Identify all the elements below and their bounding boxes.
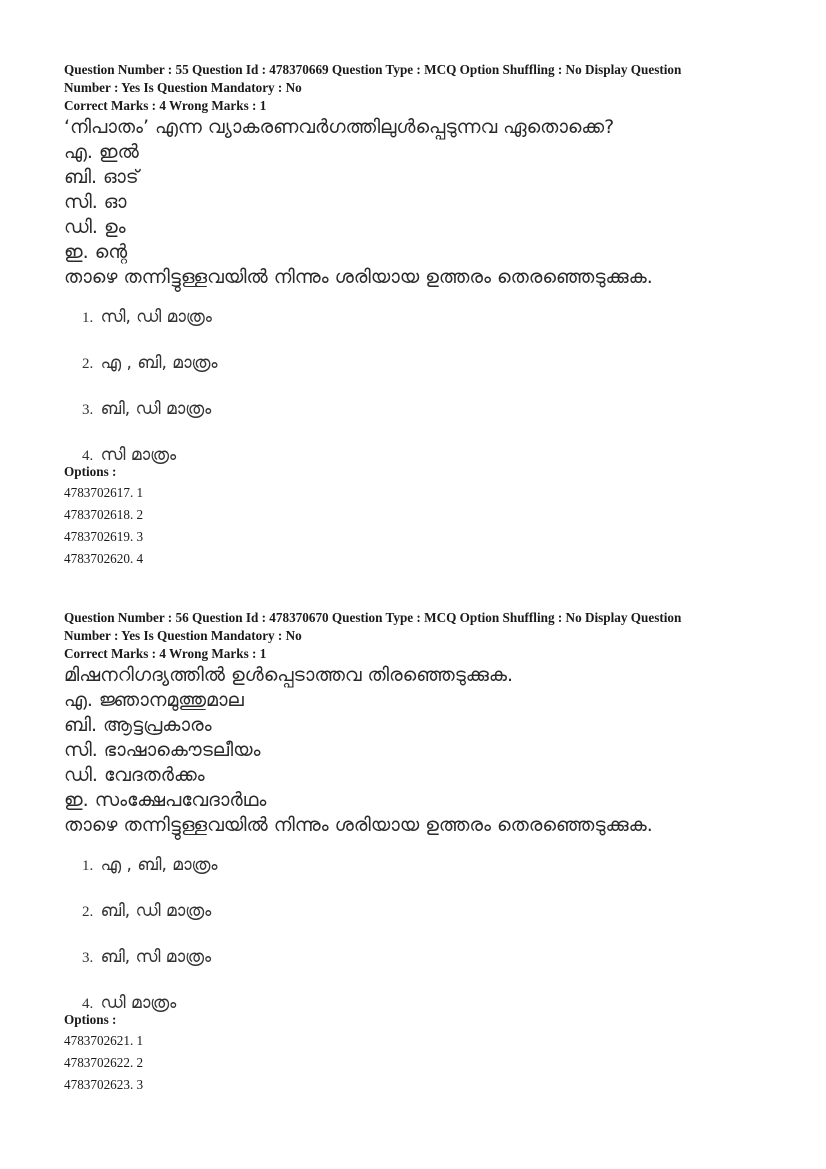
answer-choice [64,302,784,348]
option-id-row: 4783702619. 3 [64,529,144,544]
answer-choices [64,302,784,466]
answer-text: ബി, ഡി മാത്രം [100,399,212,419]
answer-number: 4. [82,996,94,1012]
answer-number: 3. [82,402,94,418]
stem-line: സി. ഭാഷാകൌടലീയം [64,739,261,761]
option-id-row: 4783702623. 3 [64,1077,144,1092]
option-id-list [64,1030,784,1096]
question-block-56 [64,609,784,1096]
answer-choice [64,850,784,896]
option-id-row: 4783702620. 4 [64,551,144,566]
options-label: Options : [64,464,117,479]
option-id-row: 4783702621. 1 [64,1033,144,1048]
answer-text: ഡി മാത്രം [100,993,177,1013]
question-block-55 [64,61,784,570]
answer-number: 4. [82,448,94,464]
answer-number: 1. [82,310,94,326]
answer-number: 3. [82,950,94,966]
stem-line: ഇ. സംക്ഷേപവേദാർഥം [64,789,267,811]
stem-line: ഡി. വേദതർക്കം [64,764,205,786]
answer-choices [64,850,784,1014]
stem-line: മിഷനറിഗദ്യത്തിൽ ഉൾപ്പെടാത്തവ തിരഞ്ഞെടുക്കുക. [64,664,514,686]
answer-choice [64,394,784,440]
option-id-row: 4783702617. 1 [64,485,144,500]
option-id-row: 4783702618. 2 [64,507,144,522]
stem-line: ബി. ആട്ടപ്രകാരം [64,714,212,736]
answer-number: 1. [82,858,94,874]
answer-choice [64,896,784,942]
answer-text: സി, ഡി മാത്രം [100,307,212,327]
stem-line: ഇ. ന്റെ [64,241,128,263]
marks-line: Correct Marks : 4 Wrong Marks : 1 [64,98,267,113]
question-meta-line: Question Number : 56 Question Id : 478370670 Question Type : MCQ Option Shuffling : No Display Question [64,610,682,625]
answer-choice [64,942,784,988]
stem-line: സി. ഓ [64,191,127,213]
answer-number: 2. [82,904,94,920]
answer-text: ബി, സി മാത്രം [100,947,212,967]
answer-choice [64,348,784,394]
stem-line: താഴെ തന്നിട്ടുള്ളവയിൽ നിന്നും ശരിയായ ഉത്തരം തെരഞ്ഞെടുക്കുക. [64,814,653,836]
marks-line: Correct Marks : 4 Wrong Marks : 1 [64,646,267,661]
question-meta-line: Number : Yes Is Question Mandatory : No [64,628,302,643]
stem-line: താഴെ തന്നിട്ടുള്ളവയിൽ നിന്നും ശരിയായ ഉത്തരം തെരഞ്ഞെടുക്കുക. [64,266,653,288]
answer-number: 2. [82,356,94,372]
option-id-row: 4783702622. 2 [64,1055,144,1070]
question-stem [64,663,784,838]
options-label: Options : [64,1012,117,1027]
option-id-list [64,482,784,570]
question-meta-line: Question Number : 55 Question Id : 478370669 Question Type : MCQ Option Shuffling : No Display Question [64,62,682,77]
answer-text: സി മാത്രം [100,445,177,465]
answer-text: ബി, ഡി മാത്രം [100,901,212,921]
stem-line: ഡി. ഉം [64,216,126,238]
answer-text: എ , ബി, മാത്രം [100,353,218,373]
question-stem [64,115,784,290]
stem-line: ‘നിപാതം’ എന്ന വ്യാകരണവർഗത്തിലുൾപ്പെടുന്നവ ഏതൊക്കെ? [64,116,615,138]
stem-line: എ. ഇൽ [64,141,139,163]
answer-text: എ , ബി, മാത്രം [100,855,218,875]
stem-line: ബി. ഓട് [64,166,139,188]
stem-line: എ. ജ്ഞാനമുത്തുമാല [64,689,244,711]
question-meta-line: Number : Yes Is Question Mandatory : No [64,80,302,95]
